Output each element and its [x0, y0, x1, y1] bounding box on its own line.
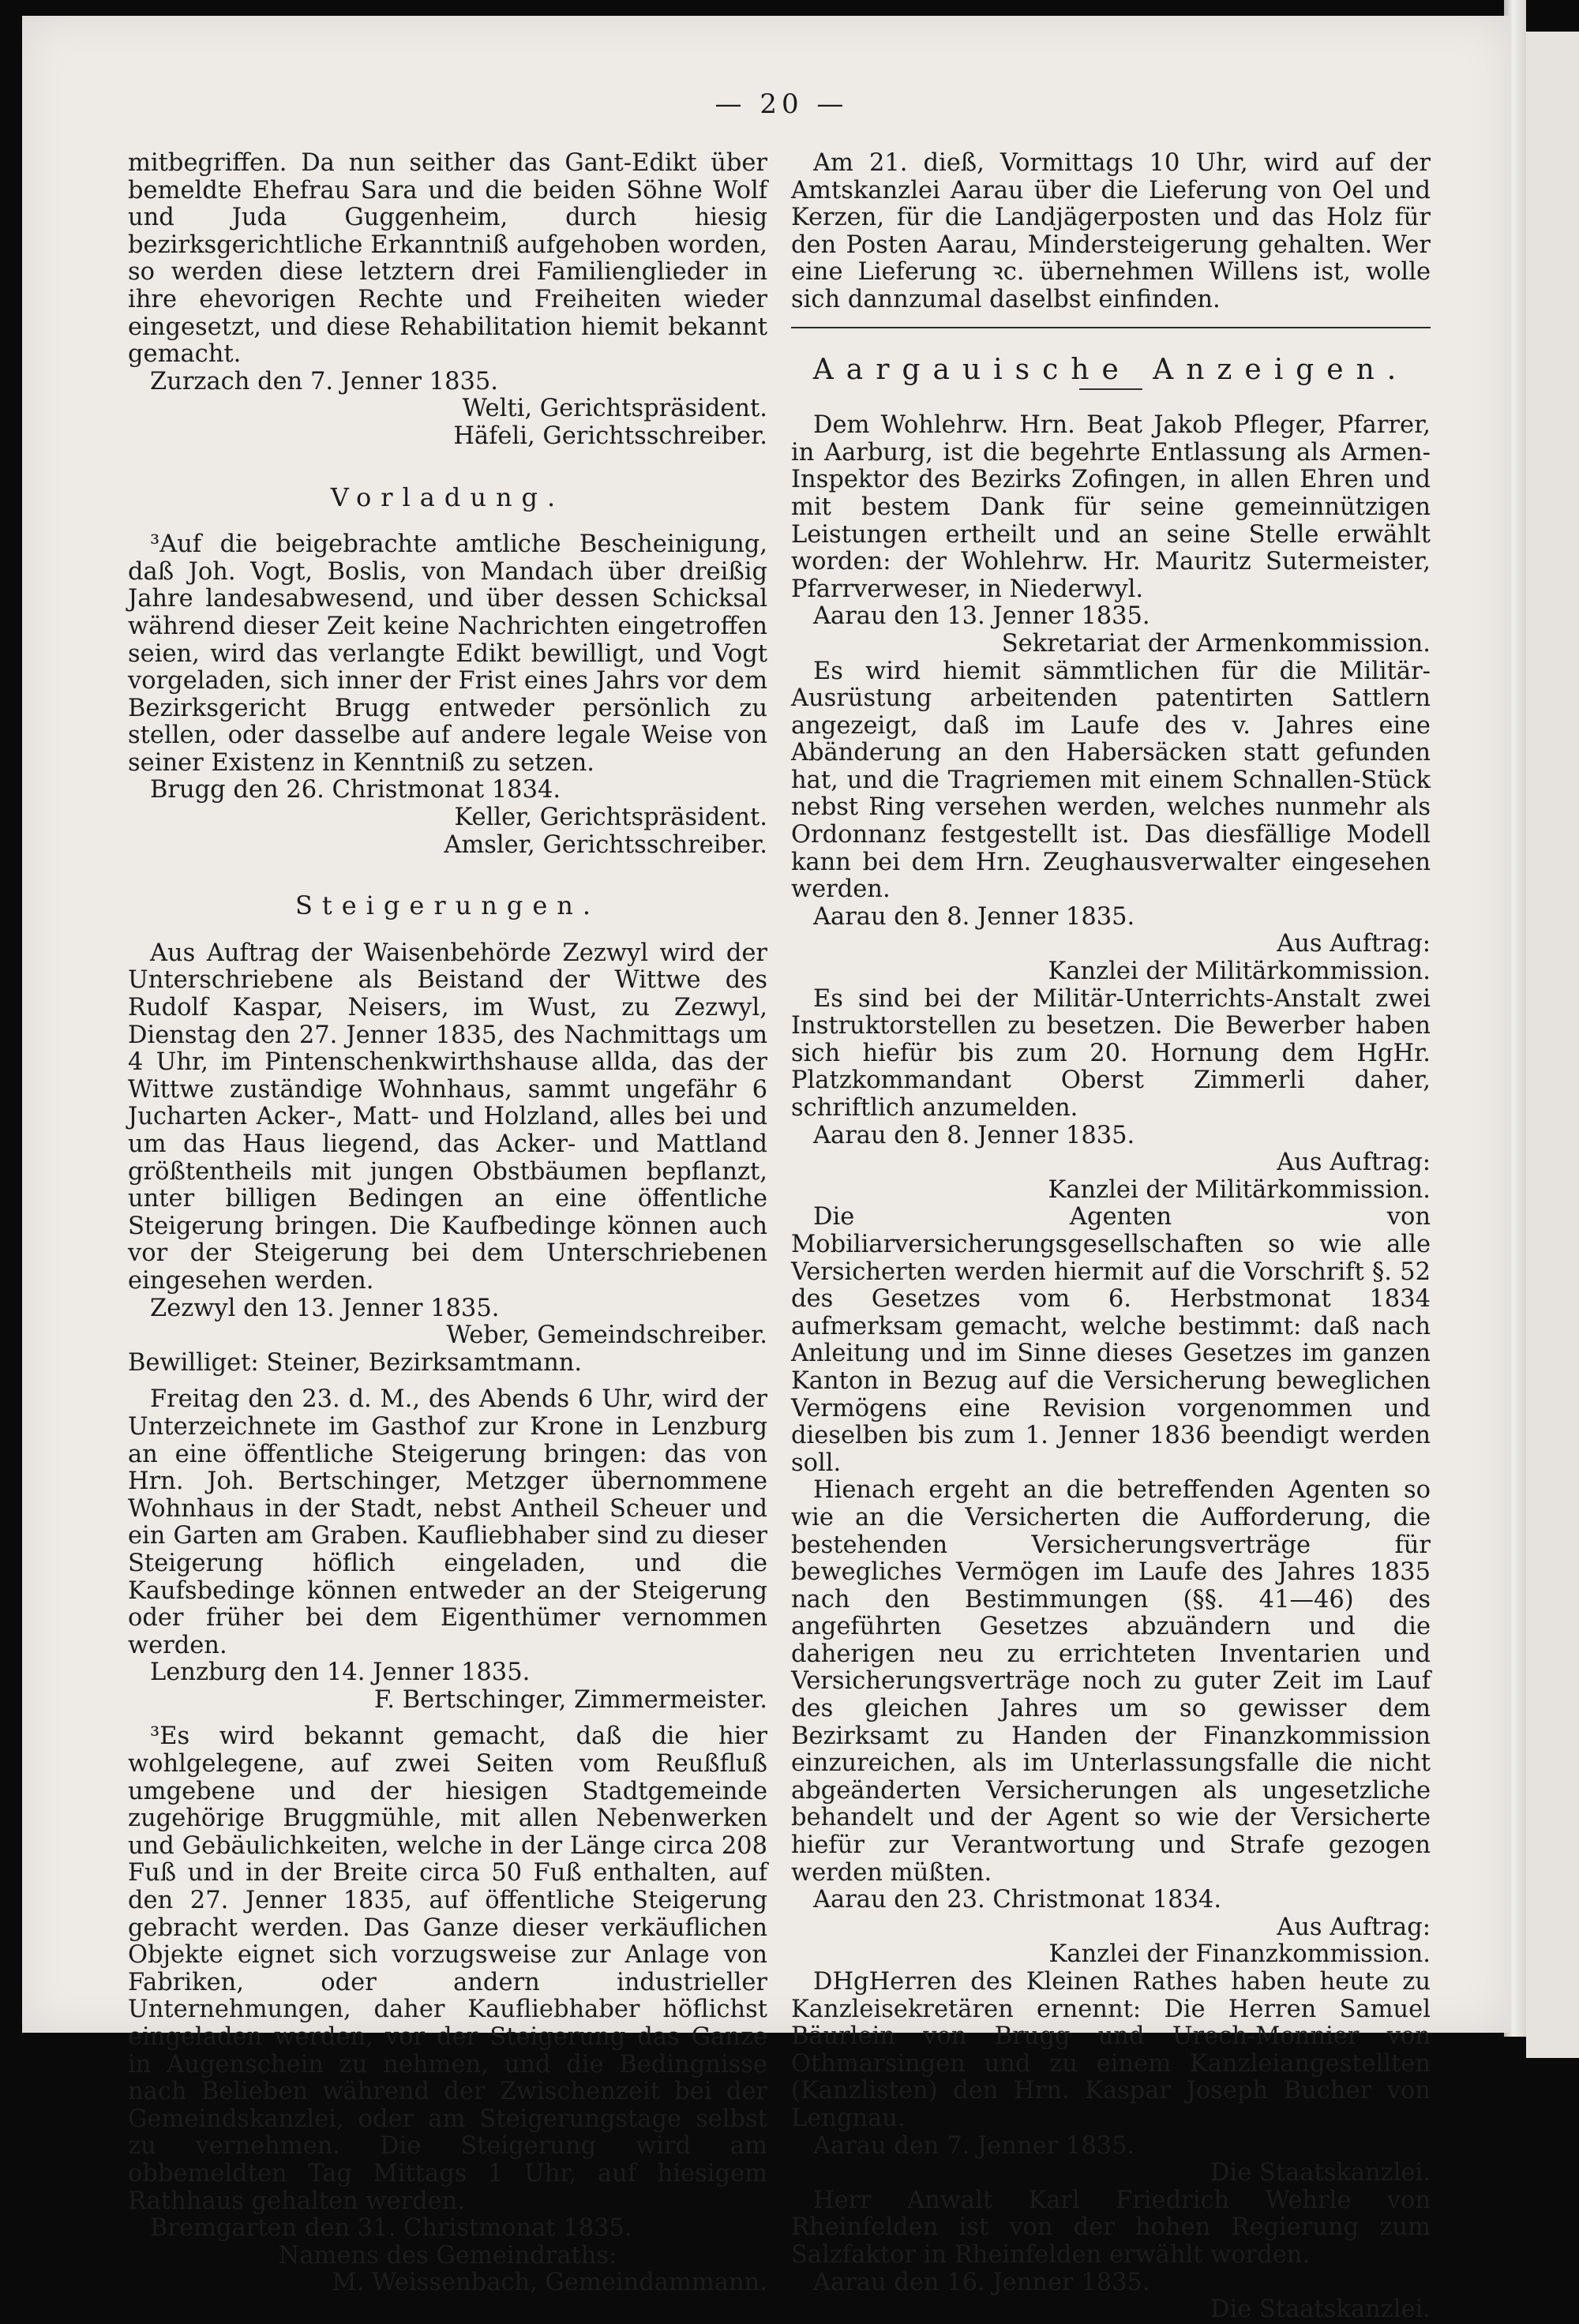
rehabilitation-date: Zurzach den 7. Jenner 1835. [150, 367, 498, 395]
vorladung-signature-1: Keller, Gerichtspräsident. [454, 804, 767, 832]
salzfaktor-notice: Herr Anwalt Karl Friedrich Wehrle von Rheinfelden ist von der hohen Regierung zum Salzfaktor in Rheinfelden erwählt worden. [791, 2186, 1431, 2269]
armen-inspektor-signature: Sekretariat der Armenkommission. [1001, 629, 1431, 658]
salzfaktor-date: Aarau den 16. Jenner 1835. [813, 2268, 1150, 2296]
section-divider [791, 327, 1431, 328]
aarau-delivery-notice: Am 21. dieß, Vormittags 10 Uhr, wird auf der Amtskanzlei Aarau über die Lieferung von Oel und Kerzen, für die Landjägerposten und das Holz für den Posten Aarau, Mindersteigerung gehalten. Wer eine Lieferung ꝛc. übernehmen Willens ist, wolle sich dannzumal daselbst einfinden. [791, 149, 1431, 313]
lenzburg-auction-notice: Freitag den 23. d. M., des Abends 6 Uhr, wird der Unterzeichnete im Gasthof zur Krone in Lenzburg an eine öffentliche Steigerung bringen: das von Hrn. Joh. Bertschinger, Metzger übernommene Wohnhaus in der Stadt, nebst Antheil Scheuer und ein Garten am Graben. Kaufliebhaber sind zu dieser Steigerung höflich eingeladen, und die Kaufsbedinge können entweder an der Steigerung oder früher bei dem Eigenthümer vernommen werden. [128, 1385, 767, 1659]
vorladung-date: Brugg den 26. Christmonat 1834. [150, 776, 561, 804]
heading-steigerungen: Steigerungen. [294, 890, 601, 921]
versicherung-notice: Die Agenten von Mobiliarversicherungsgesellschaften so wie alle Versicherten werden hiermit auf die Vorschrift §. 52 des Gesetzes vom 6. Herbstmonat 1834 aufmerksam gemacht, welche bestimmt: daß nach Anleitung und im Sinne dieses Gesetzes im ganzen Kanton in Bezug auf die Versicherung beweglichen Vermögens eine Revision vorgenommen und dieselben bis zum 1. Jenner 1836 beendigt werden soll. [791, 1203, 1431, 1477]
adjacent-page-edge [1526, 32, 1579, 2058]
heading-underline [1079, 388, 1142, 390]
right-column [791, 150, 1431, 2324]
left-column [128, 150, 767, 2297]
kanzleisekretaere-signature: Die Staatskanzlei. [1210, 2159, 1431, 2187]
rehabilitation-signature-1: Welti, Gerichtspräsident. [462, 395, 767, 423]
instruktor-date: Aarau den 8. Jenner 1835. [813, 1121, 1135, 1149]
lenzburg-signature: F. Bertschinger, Zimmermeister. [373, 1685, 767, 1714]
sattler-signature-2: Kanzlei der Militärkommission. [1048, 958, 1431, 986]
versicherung-date: Aarau den 23. Christmonat 1834. [813, 1886, 1222, 1914]
rehabilitation-signature-2: Häfeli, Gerichtsschreiber. [453, 422, 767, 450]
lenzburg-date: Lenzburg den 14. Jenner 1835. [150, 1659, 531, 1687]
zezwyl-auction-notice: Aus Auftrag der Waisenbehörde Zezwyl wird der Unterschriebene als Beistand der Wittwe des Rudolf Kaspar, Neisers, im Wust, zu Zezwyl, Dienstag den 27. Jenner 1835, des Nachmittags um 4 Uhr, im Pintenschenkwirthshause allda, das der Wittwe zuständige Wohnhaus, sammt ungefähr 6 Jucharten Acker-, Matt- und Holzland, alles bei und um das Haus liegend, das Acker- und Mattland größtentheils mit jungen Obstbäumen bepflanzt, unter billigen Bedingen an eine öffentliche Steigerung bringen. Die Kaufbedinge können auch vor der Steigerung bei dem Unterschriebenen eingesehen werden. [128, 939, 767, 1295]
armen-inspektor-notice: Dem Wohlehrw. Hrn. Beat Jakob Pfleger, Pfarrer, in Aarburg, ist die begehrte Entlassung als Armen-Inspektor des Bezirks Zofingen, in allen Ehren und mit bestem Dank für seine gemeinnützigen Leistungen ertheilt und an seine Stelle erwählt worden: der Wohlehrw. Hr. Mauritz Sutermeister, Pfarrverweser, in Niederwyl. [791, 411, 1431, 603]
rehabilitation-notice: mitbegriffen. Da nun seither das Gant-Edikt über bemeldte Ehefrau Sara und die beiden Söhne Wolf und Juda Guggenheim, durch hiesig bezirksgerichtliche Erkanntniß aufgehoben worden, so werden diese letztern drei Familienglieder in ihre ehevorigen Rechte und Freiheiten wieder eingesetzt, und diese Rehabilitation hiemit bekannt gemacht. [128, 149, 767, 369]
zezwyl-date: Zezwyl den 13. Jenner 1835. [150, 1294, 500, 1322]
sattler-notice: Es wird hiemit sämmtlichen für die Militär-Ausrüstung arbeitenden patentirten Sattlern angezeigt, daß im Laufe des v. Jahres eine Abänderung an den Habersäcken statt gefunden hat, und die Tragriemen mit einem Schnallen-Stück nebst Ring versehen werden, welches nunmehr als Ordonnanz festgestellt ist. Das diesfällige Modell kann bei dem Hrn. Zeughausverwalter eingesehen werden. [791, 657, 1431, 904]
bremgarten-signature-1: Namens des Gemeindraths: [278, 2241, 617, 2270]
sattler-signature-1: Aus Auftrag: [1277, 930, 1431, 958]
zezwyl-signature: Weber, Gemeindschreiber. [446, 1321, 767, 1350]
instruktor-signature-1: Aus Auftrag: [1277, 1149, 1431, 1177]
bremgarten-date: Bremgarten den 31. Christmonat 1835. [150, 2214, 632, 2243]
instruktor-signature-2: Kanzlei der Militärkommission. [1048, 1175, 1431, 1204]
armen-inspektor-date: Aarau den 13. Jenner 1835. [813, 602, 1150, 631]
versicherung-signature-1: Aus Auftrag: [1277, 1913, 1431, 1941]
salzfaktor-signature: Die Staatskanzlei. [1210, 2296, 1431, 2324]
vorladung-notice: ³Auf die beigebrachte amtliche Bescheinigung, daß Joh. Vogt, Boslis, von Mandach über dreißig Jahre landesabwesend, und über dessen Schicksal während dieser Zeit keine Nachrichten eingetroffen seien, wird das verlangte Edikt bewilligt, und Vogt vorgeladen, sich inner der Frist eines Jahrs vor dem Bezirksgericht Brugg entweder persönlich zu stellen, oder dasselbe auf andere legale Weise von seiner Existenz in Kenntniß zu setzen. [128, 530, 767, 777]
sattler-date: Aarau den 8. Jenner 1835. [813, 902, 1135, 931]
heading-aargauische-anzeigen: Aargauische Anzeigen. [812, 353, 1409, 386]
versicherung-notice-continued: Hienach ergeht an die betreffenden Agenten so wie an die Versicherten die Aufforderung, die bestehenden Versicherungsverträge für bewegliches Vermögen im Laufe des Jahres 1835 nach den Bestimmungen (§§. 41—46) des angeführten Gesetzes abzuändern und die daherigen neu zu errichteten Inventarien und Versicherungsverträge noch zu guter Zeit im Lauf des gleichen Jahres um so gewisser dem Bezirksamt zu Handen der Finanzkommission einzureichen, als im Unterlassungsfalle die nicht abgeänderten Versicherungen als ungesetzliche behandelt und der Agent so wie der Versicherte hiefür zur Verantwortung und Strafe gezogen werden müßten. [791, 1476, 1431, 1887]
page-number: — 20 — [714, 88, 849, 120]
versicherung-signature-2: Kanzlei der Finanzkommission. [1048, 1940, 1431, 1969]
kanzleisekretaere-notice: DHgHerren des Kleinen Rathes haben heute zu Kanzleisekretären ernennt: Die Herren Samuel Bäurlein von Brugg und Urech-Monnier von Othmarsingen und zu einem Kanzleiangestellten (Kanzlisten) den Hrn. Kaspar Joseph Bucher von Lengnau. [791, 1968, 1431, 2132]
heading-vorladung: Vorladung. [330, 482, 565, 512]
vorladung-signature-2: Amsler, Gerichtsschreiber. [444, 830, 767, 859]
kanzleisekretaere-date: Aarau den 7. Jenner 1835. [813, 2131, 1135, 2160]
instruktor-notice: Es sind bei der Militär-Unterrichts-Anstalt zwei Instruktorstellen zu besetzen. Die Bewerber haben sich hiefür bis zum 20. Hornung dem HgHr. Platzkommandant Oberst Zimmerli daher, schriftlich anzumelden. [791, 984, 1431, 1122]
bremgarten-mill-notice: ³Es wird bekannt gemacht, daß die hier wohlgelegene, auf zwei Seiten vom Reußfluß umgebene und der hiesigen Stadtgemeinde zugehörige Bruggmühle, mit allen Nebenwerken und Gebäulichkeiten, welche in der Länge circa 208 Fuß und in der Breite circa 50 Fuß enthalten, auf den 27. Jenner 1835, auf öffentliche Steigerung gebracht werden. Das Ganze dieser verkäuflichen Objekte eignet sich vorzugsweise zur Anlage von Fabriken, oder andern industrieller Unternehmungen, daher Kaufliebhaber höflichst eingeladen werden, vor der Steigerung das Ganze in Augenschein zu nehmen, und die Bedingnisse nach Belieben während der Zwischenzeit bei der Gemeindskanzlei, oder am Steigerungstage selbst zu vernehmen. Die Steigerung wird am obbemeldten Tag Mittags 1 Uhr, auf hiesigem Rathhaus gehalten werden. [128, 1722, 767, 2215]
bremgarten-signature-2: M. Weissenbach, Gemeindammann. [332, 2269, 767, 2297]
zezwyl-approval: Bewilliget: Steiner, Bezirksamtmann. [128, 1348, 583, 1377]
